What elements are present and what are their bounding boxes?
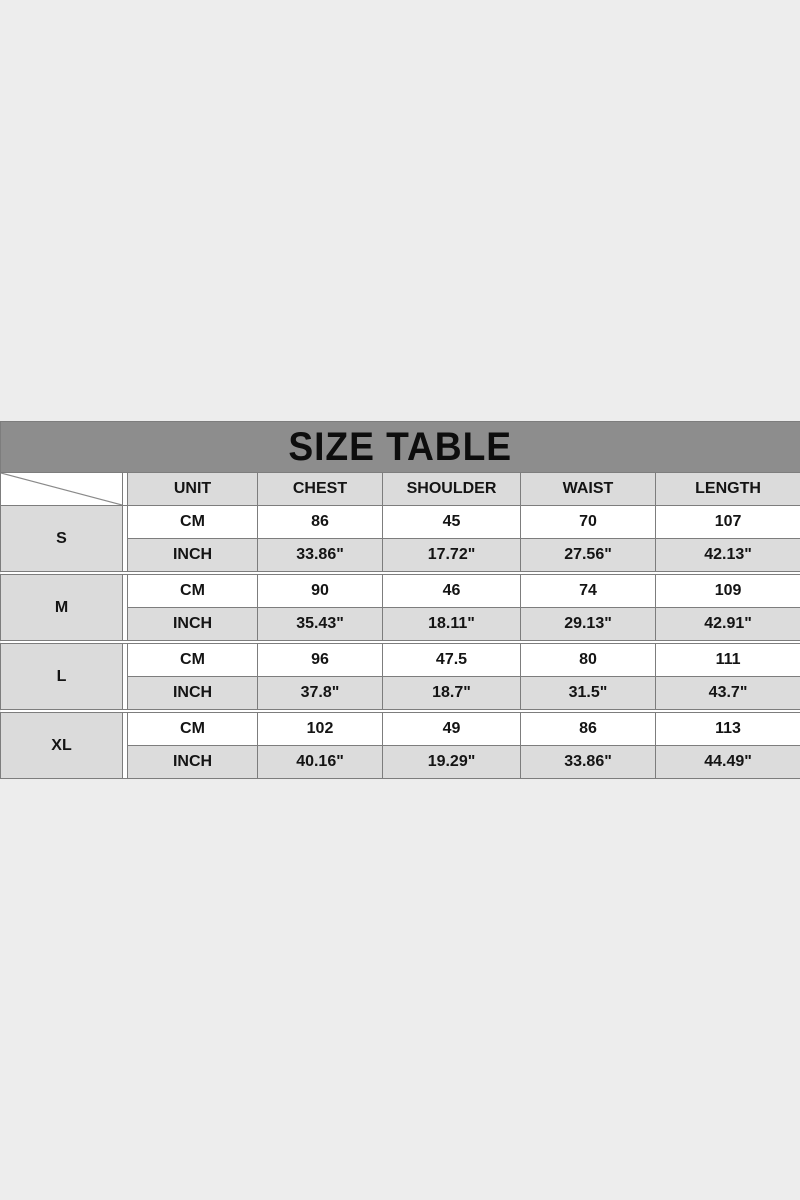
value-xl-cm-shoulder: 49 bbox=[383, 713, 521, 746]
size-label-l: L bbox=[1, 644, 123, 710]
size-label-xl: XL bbox=[1, 713, 123, 779]
value-xl-inch-shoulder: 19.29" bbox=[383, 746, 521, 779]
unit-label-cm: CM bbox=[128, 644, 258, 677]
value-m-cm-shoulder: 46 bbox=[383, 575, 521, 608]
value-xl-inch-length: 44.49" bbox=[656, 746, 800, 779]
table-row-l-cm bbox=[1, 644, 800, 677]
unit-label-inch: INCH bbox=[128, 539, 258, 572]
unit-label-inch: INCH bbox=[128, 608, 258, 641]
size-label-m: M bbox=[1, 575, 123, 641]
value-s-cm-shoulder: 45 bbox=[383, 506, 521, 539]
column-header-shoulder: SHOULDER bbox=[383, 473, 521, 506]
corner-cell bbox=[1, 473, 123, 506]
value-m-cm-chest: 90 bbox=[258, 575, 383, 608]
unit-label-cm: CM bbox=[128, 506, 258, 539]
value-xl-cm-waist: 86 bbox=[521, 713, 656, 746]
value-m-inch-shoulder: 18.11" bbox=[383, 608, 521, 641]
size-table-title: SIZE TABLE bbox=[288, 424, 513, 469]
value-l-cm-chest: 96 bbox=[258, 644, 383, 677]
column-header-unit: UNIT bbox=[128, 473, 258, 506]
value-s-cm-waist: 70 bbox=[521, 506, 656, 539]
title-banner-cell bbox=[1, 422, 800, 473]
corner-diagonal-line bbox=[1, 473, 122, 505]
size-label-s: S bbox=[1, 506, 123, 572]
table-row-s-cm bbox=[1, 506, 800, 539]
value-xl-inch-chest: 40.16" bbox=[258, 746, 383, 779]
value-l-cm-shoulder: 47.5 bbox=[383, 644, 521, 677]
unit-label-inch: INCH bbox=[128, 677, 258, 710]
value-s-inch-chest: 33.86" bbox=[258, 539, 383, 572]
value-xl-inch-waist: 33.86" bbox=[521, 746, 656, 779]
title-banner-row bbox=[1, 422, 800, 473]
value-xl-cm-length: 113 bbox=[656, 713, 800, 746]
value-l-cm-waist: 80 bbox=[521, 644, 656, 677]
value-m-cm-waist: 74 bbox=[521, 575, 656, 608]
value-s-inch-shoulder: 17.72" bbox=[383, 539, 521, 572]
value-s-inch-waist: 27.56" bbox=[521, 539, 656, 572]
value-xl-cm-chest: 102 bbox=[258, 713, 383, 746]
table-row-m-cm bbox=[1, 575, 800, 608]
size-table bbox=[0, 421, 800, 779]
column-header-waist: WAIST bbox=[521, 473, 656, 506]
column-header-length: LENGTH bbox=[656, 473, 800, 506]
value-m-inch-chest: 35.43" bbox=[258, 608, 383, 641]
table-row-xl-cm bbox=[1, 713, 800, 746]
value-l-inch-chest: 37.8" bbox=[258, 677, 383, 710]
value-s-cm-length: 107 bbox=[656, 506, 800, 539]
value-m-inch-length: 42.91" bbox=[656, 608, 800, 641]
value-l-inch-shoulder: 18.7" bbox=[383, 677, 521, 710]
unit-label-cm: CM bbox=[128, 575, 258, 608]
value-m-inch-waist: 29.13" bbox=[521, 608, 656, 641]
value-l-cm-length: 111 bbox=[656, 644, 800, 677]
value-s-inch-length: 42.13" bbox=[656, 539, 800, 572]
unit-label-inch: INCH bbox=[128, 746, 258, 779]
column-header-row bbox=[1, 473, 800, 506]
column-header-chest: CHEST bbox=[258, 473, 383, 506]
value-l-inch-length: 43.7" bbox=[656, 677, 800, 710]
value-m-cm-length: 109 bbox=[656, 575, 800, 608]
value-s-cm-chest: 86 bbox=[258, 506, 383, 539]
unit-label-cm: CM bbox=[128, 713, 258, 746]
value-l-inch-waist: 31.5" bbox=[521, 677, 656, 710]
